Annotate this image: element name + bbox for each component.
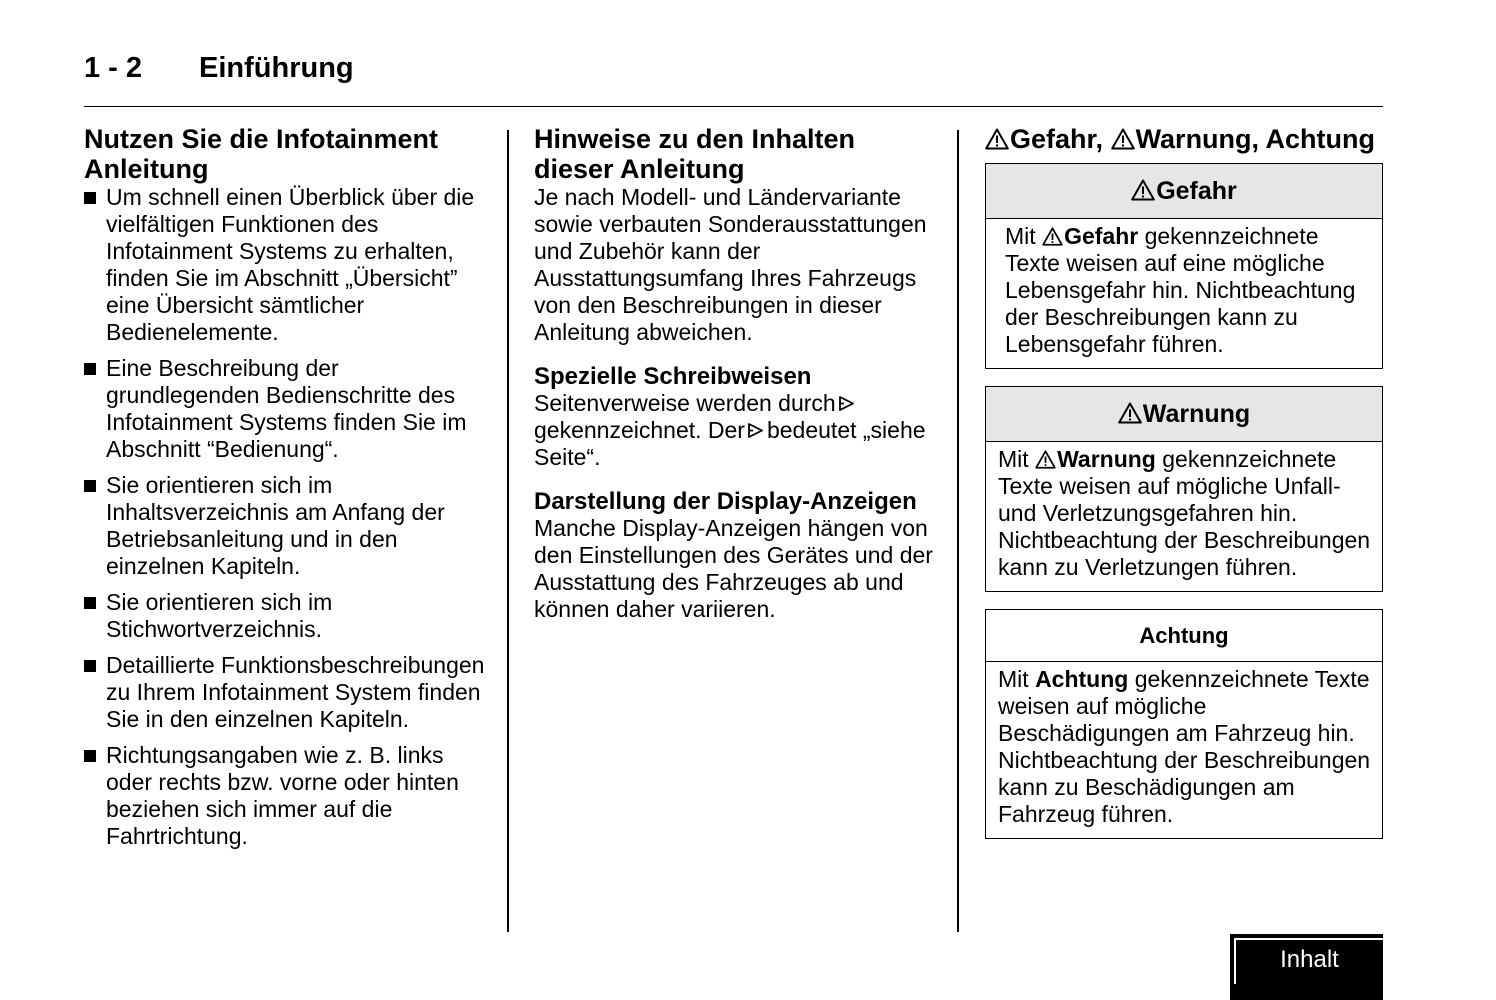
column-warnings [985,124,1383,839]
box-text: Mit Warnung gekennzeichnete Texte weisen auf mögliche Unfall- und Verletzungsgefahren hin. Nichtbeachtung der Beschreibungen kann zu Verletzungen führen. [998,446,1371,580]
column-divider [507,130,509,932]
page-reference-icon [838,395,855,412]
section-title: Hinweise zu den Inhalten dieser Anleitung [534,124,856,184]
notation-paragraph: Seitenverweise werden durchgekennzeichnet. Der bedeutet „siehe Seite“. [534,390,926,470]
subsection-title: Darstellung der Display-Anzeigen [534,488,917,515]
page-reference-icon [747,422,764,439]
list-item: Sie orientieren sich im Inhaltsverzeichnis am Anfang der Betriebsanleitung und in den einzelnen Kapiteln. [84,472,489,580]
list-item: Um schnell einen Überblick über die vielfältigen Funktionen des Infotainment Systems zu erhalten, finden Sie im Abschnitt „Übersicht” eine Übersicht sämtlicher Bedienelemente. [84,184,489,346]
gefahr-box [985,163,1383,369]
page-number: 1 - 2 [84,52,143,84]
inhalt-label: Inhalt [1234,938,1383,984]
warning-triangle-icon [1118,402,1142,424]
intro-paragraph: Je nach Modell- und Ländervariante sowie verbauten Sonderausstattungen und Zubehör kann der Ausstattungsumfang Ihres Fahrzeugs von den Beschreibungen in dieser Anleitung abweichen. [534,184,927,345]
display-paragraph: Manche Display-Anzeigen hängen von den Einstellungen des Gerätes und der Ausstattung des Fahrzeuges ab und können daher variieren. [534,515,933,622]
box-text: Mit Achtung gekennzeichnete Texte weisen auf mögliche Beschädigungen am Fahrzeug hin. Nichtbeachtung der Beschreibungen kann zu Beschädigungen am Fahrzeug führen. [998,666,1371,827]
list-item: Eine Beschreibung der grundlegenden Bedienschritte des Infotainment Systems finden Sie im Abschnitt “Bedienung“. [84,355,489,463]
list-item: Richtungsangaben wie z. B. links oder rechts bzw. vorne oder hinten beziehen sich immer auf die Fahrtrichtung. [84,742,489,850]
box-header: Warnung [986,387,1382,442]
warning-triangle-icon [985,128,1009,150]
warnung-box [985,386,1383,592]
chapter-title: Einführung [199,52,354,84]
warning-triangle-icon [1111,128,1135,150]
list-item: Sie orientieren sich im Stichwortverzeichnis. [84,589,489,643]
section-title: Gefahr, Warnung, Achtung [985,124,1383,154]
bullet-list [84,184,489,850]
inhalt-button[interactable] [1230,934,1383,1000]
subsection-title: Spezielle Schreibweisen [534,363,812,390]
list-item: Detaillierte Funktionsbeschreibungen zu Ihrem Infotainment System finden Sie in den einzelnen Kapiteln. [84,652,489,733]
warning-triangle-icon [1042,227,1063,246]
box-header: Gefahr [986,164,1382,219]
warning-triangle-icon [1131,179,1155,201]
achtung-box [985,609,1383,839]
column-usage-guide [84,124,489,859]
warning-triangle-icon [1035,450,1056,469]
section-title: Nutzen Sie die Infotainment Anleitung [84,124,439,184]
box-header: Achtung [986,610,1382,662]
column-divider [957,130,959,932]
column-content-notes [534,124,934,623]
page-header [84,52,1383,107]
box-text: Mit Gefahr gekennzeichnete Texte weisen auf eine mögliche Lebensgefahr hin. Nichtbeachtung der Beschreibungen kann zu Lebensgefahr führen. [1005,223,1356,357]
